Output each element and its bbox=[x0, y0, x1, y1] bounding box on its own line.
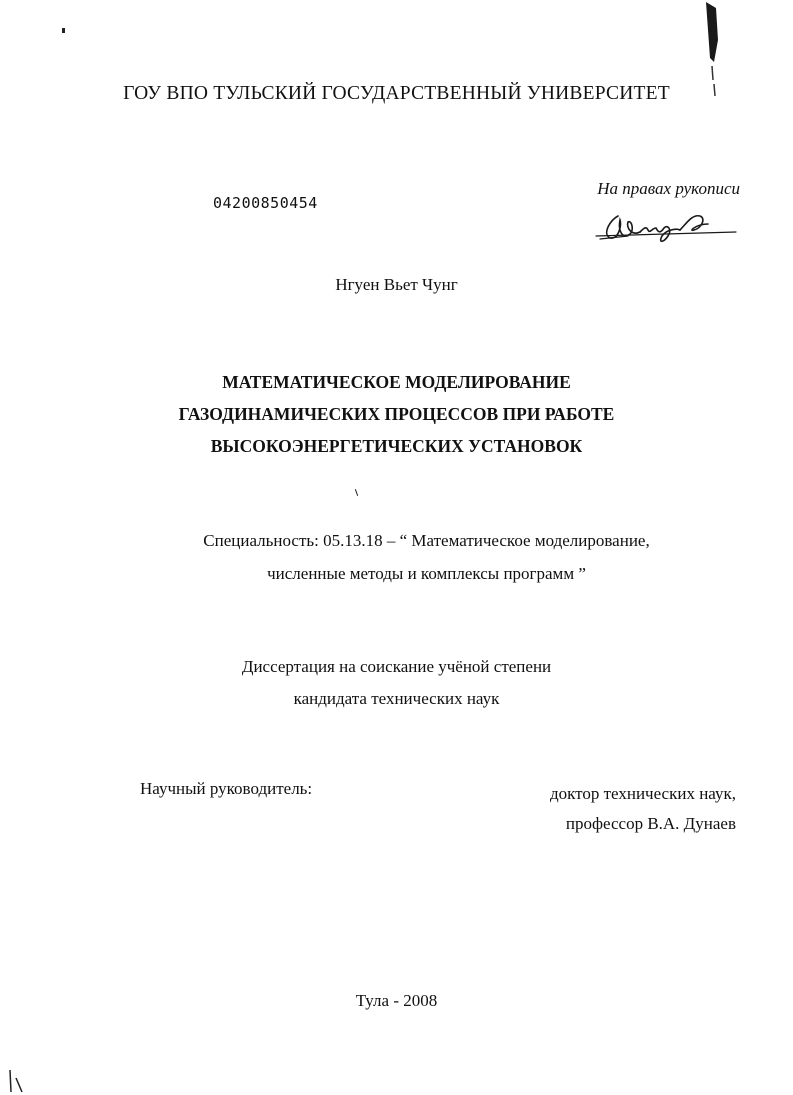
dissertation-title bbox=[120, 366, 673, 462]
scan-artifact-corner-mark bbox=[6, 1068, 28, 1094]
specialty-line: Специальность: 05.13.18 – “ Математическое моделирование, bbox=[203, 531, 650, 550]
author-name: Нгуен Вьет Чунг bbox=[335, 275, 458, 294]
degree-line: кандидата технических наук bbox=[293, 689, 500, 708]
degree-line: Диссертация на соискание учёной степени bbox=[241, 657, 552, 676]
advisor-line: доктор технических наук, bbox=[549, 784, 736, 803]
advisor-info bbox=[480, 779, 736, 839]
archive-number: 04200850454 bbox=[213, 194, 318, 212]
title-line: ГАЗОДИНАМИЧЕСКИХ ПРОЦЕССОВ ПРИ РАБОТЕ bbox=[178, 404, 615, 424]
specialty bbox=[100, 524, 753, 590]
scan-artifact-tick bbox=[355, 489, 358, 496]
handwritten-signature bbox=[588, 206, 738, 252]
rights-note: На правах рукописи bbox=[597, 179, 740, 198]
title-line: МАТЕМАТИЧЕСКОЕ МОДЕЛИРОВАНИЕ bbox=[222, 372, 571, 392]
advisor-label: Научный руководитель: bbox=[140, 779, 313, 798]
specialty-line: численные методы и комплексы программ ” bbox=[267, 564, 586, 583]
place-year: Тула - 2008 bbox=[355, 991, 438, 1010]
title-line: ВЫСОКОЭНЕРГЕТИЧЕСКИХ УСТАНОВОК bbox=[210, 436, 583, 456]
university-name: ГОУ ВПО ТУЛЬСКИЙ ГОСУДАРСТВЕННЫЙ УНИВЕРСИТЕТ bbox=[123, 83, 670, 104]
scan-artifact-dot bbox=[62, 28, 65, 33]
degree-statement bbox=[0, 651, 793, 715]
advisor-line: профессор В.А. Дунаев bbox=[565, 814, 736, 833]
